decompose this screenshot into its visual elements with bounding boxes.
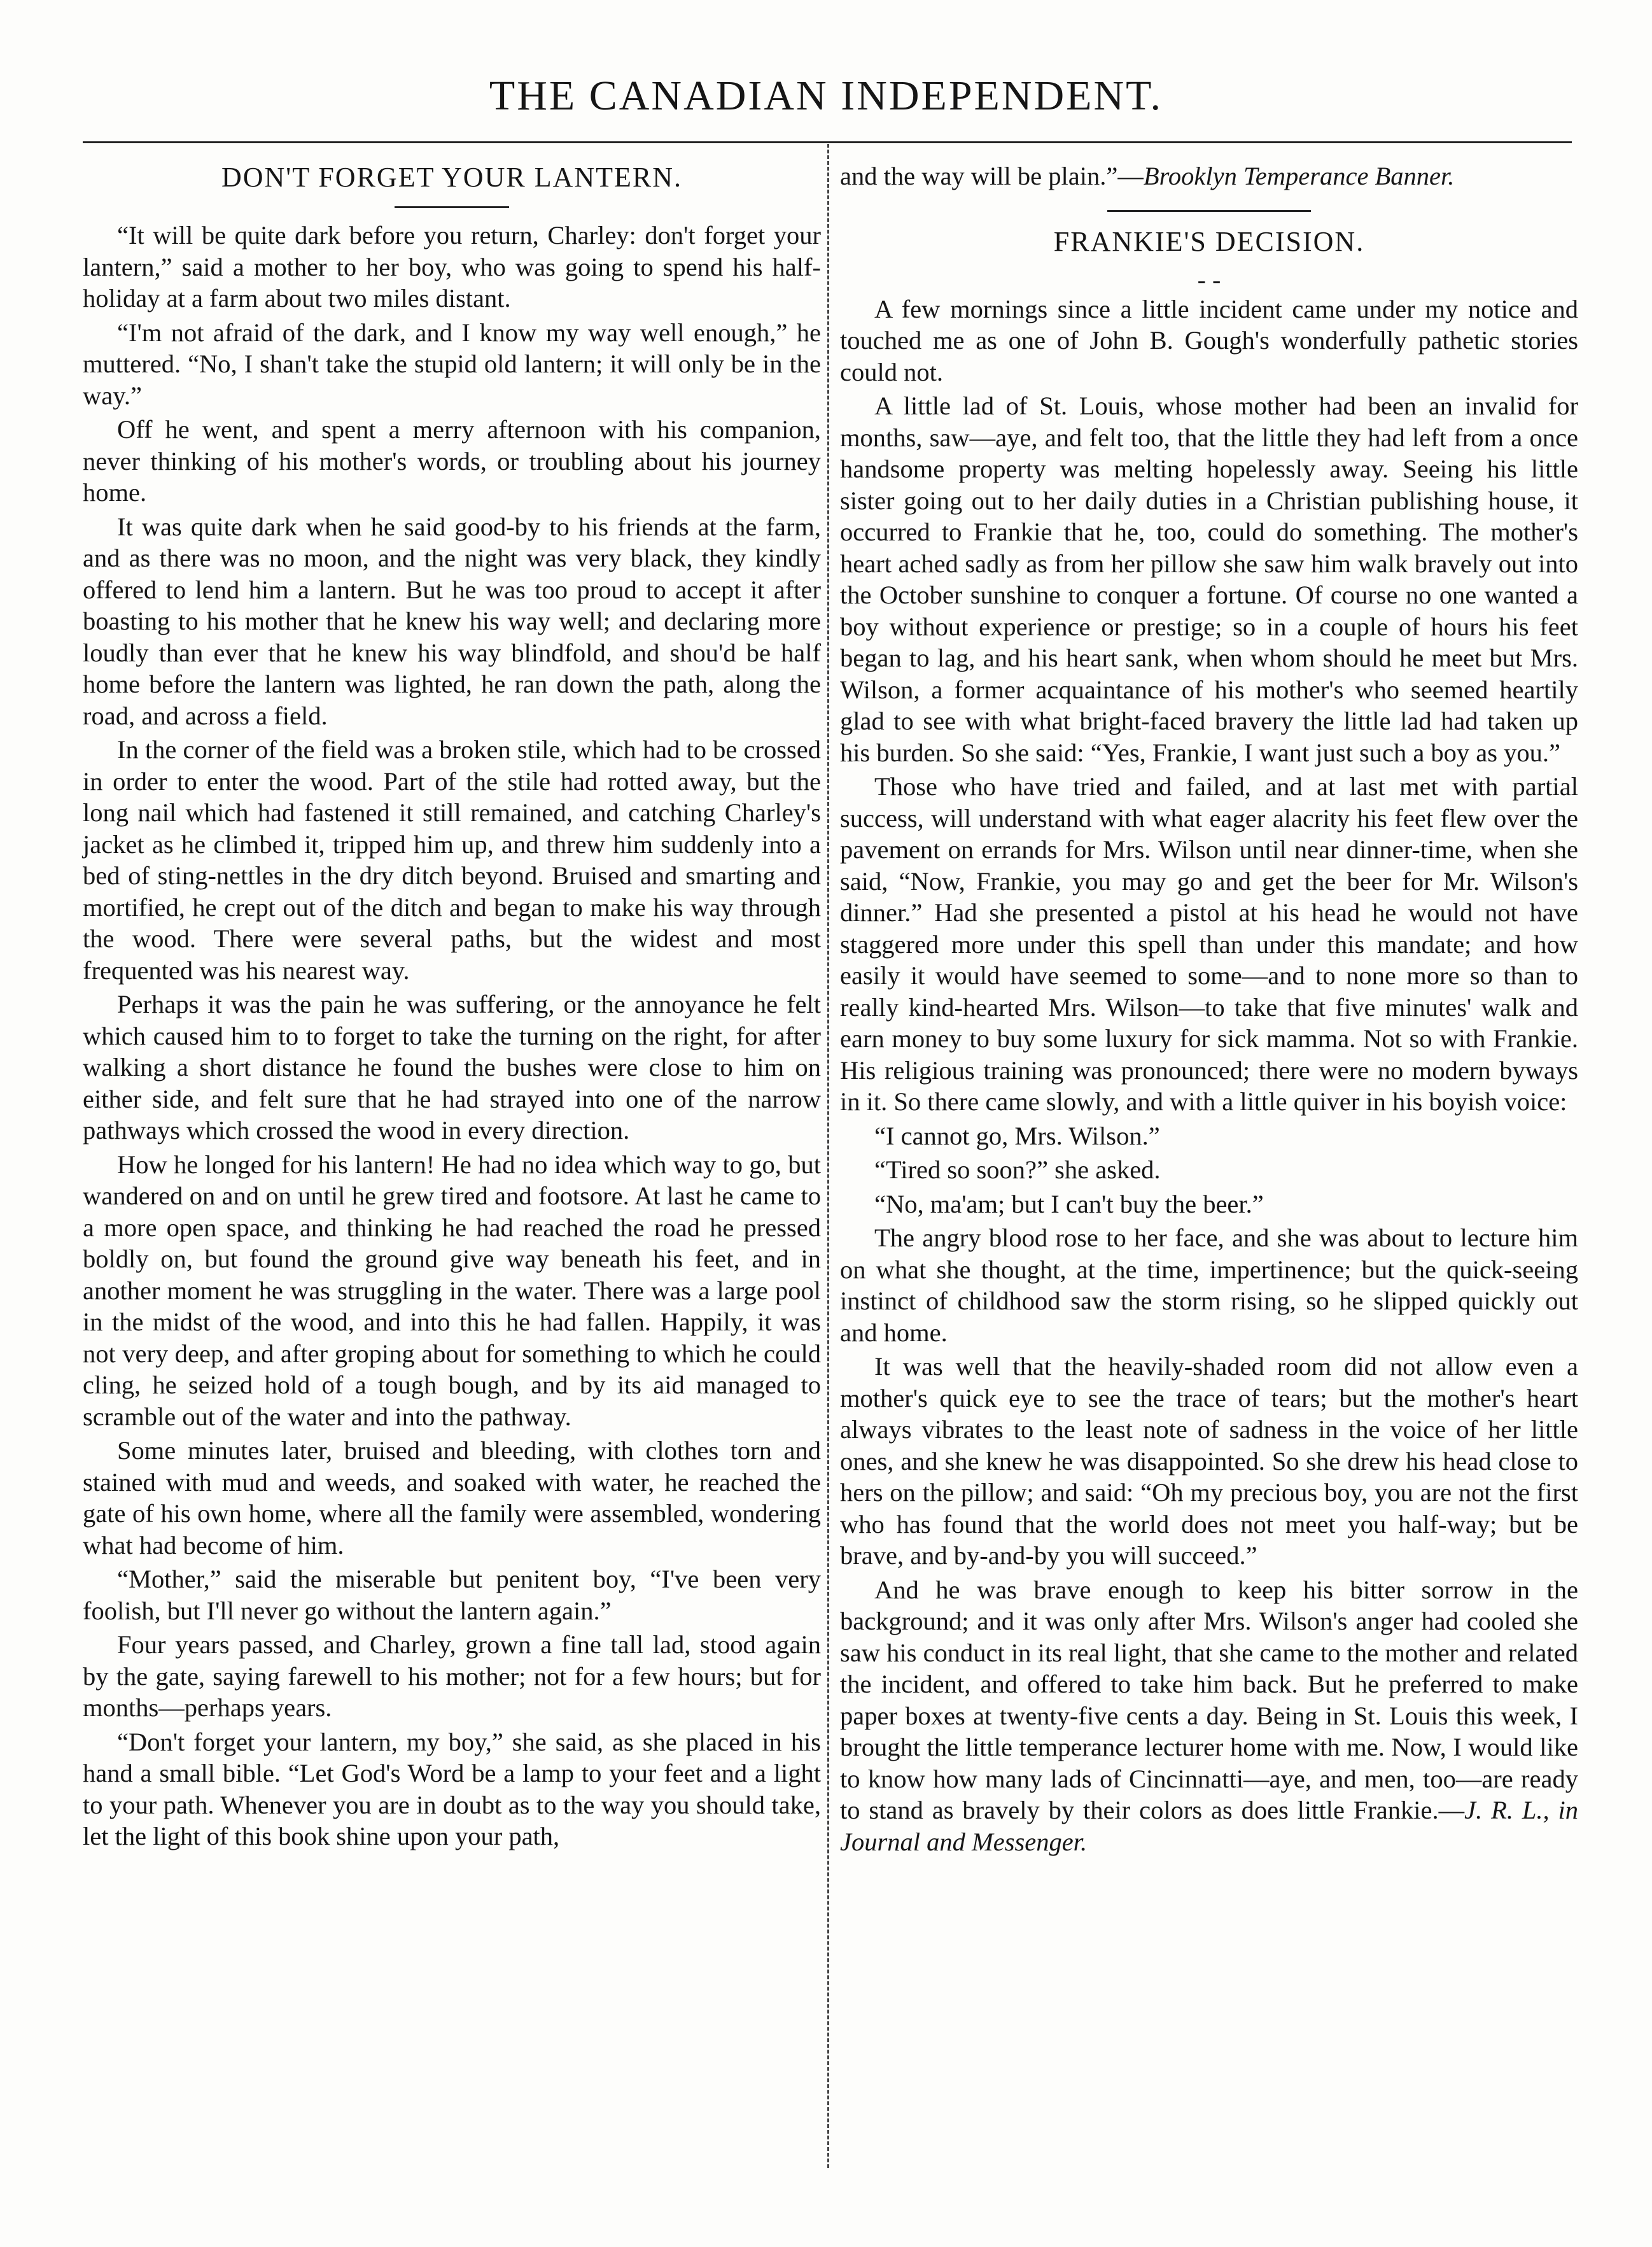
paragraph: Those who have tried and failed, and at last met with partial success, will understand with what eager alacrity his feet flew over the pavement on errands for Mrs. Wilson until near dinner-time, when she said, “Now, Frankie, you may go and get the beer for Mr. Wilson's dinner.” Had she presented a pistol at his head he would not have staggered more under this spell than under this mandate; and how easily it would have seemed to some—and to none more so than to really kind-hearted Mrs. Wilson—to take that five minutes' walk and earn money to buy some luxury for sick mamma. Not so with Frankie. His religious training was pronounced; there were no modern byways in it. So there came slowly, and with a little quiver in his boyish voice: <box>840 772 1578 1116</box>
paragraph: A little lad of St. Louis, whose mother had been an invalid for months, saw—aye, and felt too, that the little they had left from a once handsome property was melting hopelessly away. Seeing his little sister going out to her daily duties in a Christian publishing house, it occurred to Frankie that he, too, could do something. The mother's heart ached sadly as from her pillow she saw him walk bravely out into the October sunshine to conquer a fortune. Of course no one wanted a boy without experience or prestige; so in a couple of hours his feet began to lag, and his heart sank, when whom should he meet but Mrs. Wilson, a former acquaintance of his mother's who seemed heartily glad to see with what bright-faced bravery the little lad had taken up his burden. So she said: “Yes, Frankie, I want just such a boy as you.” <box>840 391 1578 767</box>
paragraph: A few mornings since a little incident came under my notice and touched me as one of John B. Gough's wonderfully pathetic stories could not. <box>840 294 1578 386</box>
paragraph: “Mother,” said the miserable but penitent boy, “I've been very foolish, but I'll never go without the lantern again.” <box>83 1565 821 1625</box>
paragraph <box>840 1574 1578 1858</box>
paragraph: It was well that the heavily-shaded room did not allow even a mother's quick eye to see the trace of tears; but the mother's heart always vibrates to the least note of sadness in the voice of her little ones, and she knew he was disappointed. So she drew his head close to hers on the pillow; and said: “Oh my precious boy, you are not the first who has found that the world does not meet you half-way; but be brave, and by-and-by you will succeed.” <box>840 1352 1578 1570</box>
source-credit: Brooklyn Temperance Banner. <box>1143 162 1455 190</box>
paragraph-text: And he was brave enough to keep his bitter sorrow in the background; and it was only after Mrs. Wilson's anger had cooled she saw his conduct in its real light, that she came to the mother and related the incident, and offered to take him back. But he preferred to make paper boxes at twenty-five cents a day. Being in St. Louis this week, I brought the little temperance lecturer home with me. Now, I would like to know how many lads of Cincinnatti—aye, and men, too—are ready to stand as bravely by their colors as does little Frankie.— <box>840 1575 1578 1824</box>
paragraph: Some minutes later, bruised and bleeding, with clothes torn and stained with mud and weeds, and soaked with water, he reached the gate of his own home, where all the family were assembled, wondering what had become of him. <box>83 1436 821 1560</box>
paragraph: “It will be quite dark before you return, Charley: don't forget your lantern,” said a mother to her boy, who was going to spend his half-holiday at a farm about two miles distant. <box>83 221 821 313</box>
continued-text: and the way will be plain.”— <box>840 162 1144 190</box>
paragraph: It was quite dark when he said good-by to his friends at the farm, and as there was no moon, and the night was very black, they kindly offered to lend him a lantern. But he was too proud to accept it after boasting to his mother that he knew his way well; and declaring more loudly than ever that he knew his way blindfold, and shou'd be half home before the lantern was lighted, he ran down the path, along the road, and across a field. <box>83 512 821 730</box>
story-title: DON'T FORGET YOUR LANTERN. <box>221 162 682 193</box>
paragraph: Off he went, and spent a merry afternoon with his companion, never thinking of his mother's words, or troubling about his journey home. <box>83 415 821 507</box>
section-rule <box>1107 210 1311 212</box>
paragraph: “Tired so soon?” she asked. <box>874 1155 1161 1184</box>
paragraph: How he longed for his lantern! He had no idea which way to go, but wandered on and on until he grew tired and footsore. At last he came to a more open space, and thinking he had reached the road he pressed boldly on, but found the ground give way beneath his feet, and in another moment he was struggling in the water. There was a large pool in the midst of the wood, and into this he had fallen. Happily, it was not very deep, and after groping about for something to which he could cling, he seized hold of a tough bough, and by its aid managed to scramble out of the water and into the pathway. <box>83 1150 821 1431</box>
paragraph: “No, ma'am; but I can't buy the beer.” <box>874 1189 1264 1218</box>
story-title: FRANKIE'S DECISION. <box>1053 225 1365 257</box>
paragraph: Four years passed, and Charley, grown a fine tall lad, stood again by the gate, saying farewell to his mother; not for a few hours; but for months—perhaps years. <box>83 1630 821 1722</box>
paragraph: “I'm not afraid of the dark, and I know my way well enough,” he muttered. “No, I shan't take the stupid old lantern; it will only be in the way.” <box>83 318 821 410</box>
paragraph: The angry blood rose to her face, and she was about to lecture him on what she thought, at the time, impertinence; but the quick-seeing instinct of childhood saw the storm rising, so he slipped quickly out and home. <box>840 1223 1578 1347</box>
right-column <box>840 160 1578 1860</box>
paragraph: Perhaps it was the pain he was suffering, or the annoyance he felt which caused him to to forget to take the turning on the right, for after walking a short distance he found the bushes were close to him on either side, and felt sure that he had strayed into one of the narrow pathways which crossed the wood in every direction. <box>83 990 821 1145</box>
column-divider <box>827 144 829 2168</box>
source-credit: J. R. L., in Journal and Messenger. <box>840 1796 1578 1856</box>
continued-paragraph <box>840 160 1578 192</box>
title-ornament: - - <box>1197 265 1221 294</box>
header-rule <box>83 141 1572 143</box>
paragraph: In the corner of the field was a broken stile, which had to be crossed in order to enter the wood. Part of the stile had rotted away, but the long nail which had fastened it still remained, and catching Charley's jacket as he climbed it, tripped him up, and threw him suddenly into a bed of sting-nettles in the dry ditch beyond. Bruised and smarting and mortified, he crept out of the ditch and began to make his way through the wood. There were several paths, but the widest and most frequented was his nearest way. <box>83 735 821 985</box>
left-column <box>83 160 821 1855</box>
masthead: THE CANADIAN INDEPENDENT. <box>489 73 1163 119</box>
paragraph: “I cannot go, Mrs. Wilson.” <box>874 1121 1160 1150</box>
paragraph: “Don't forget your lantern, my boy,” she said, as she placed in his hand a small bible. “Let God's Word be a lamp to your feet and a light to your path. Whenever you are in doubt as to the way you should take, let the light of this book shine upon your path, <box>83 1727 821 1850</box>
title-rule <box>395 206 509 208</box>
